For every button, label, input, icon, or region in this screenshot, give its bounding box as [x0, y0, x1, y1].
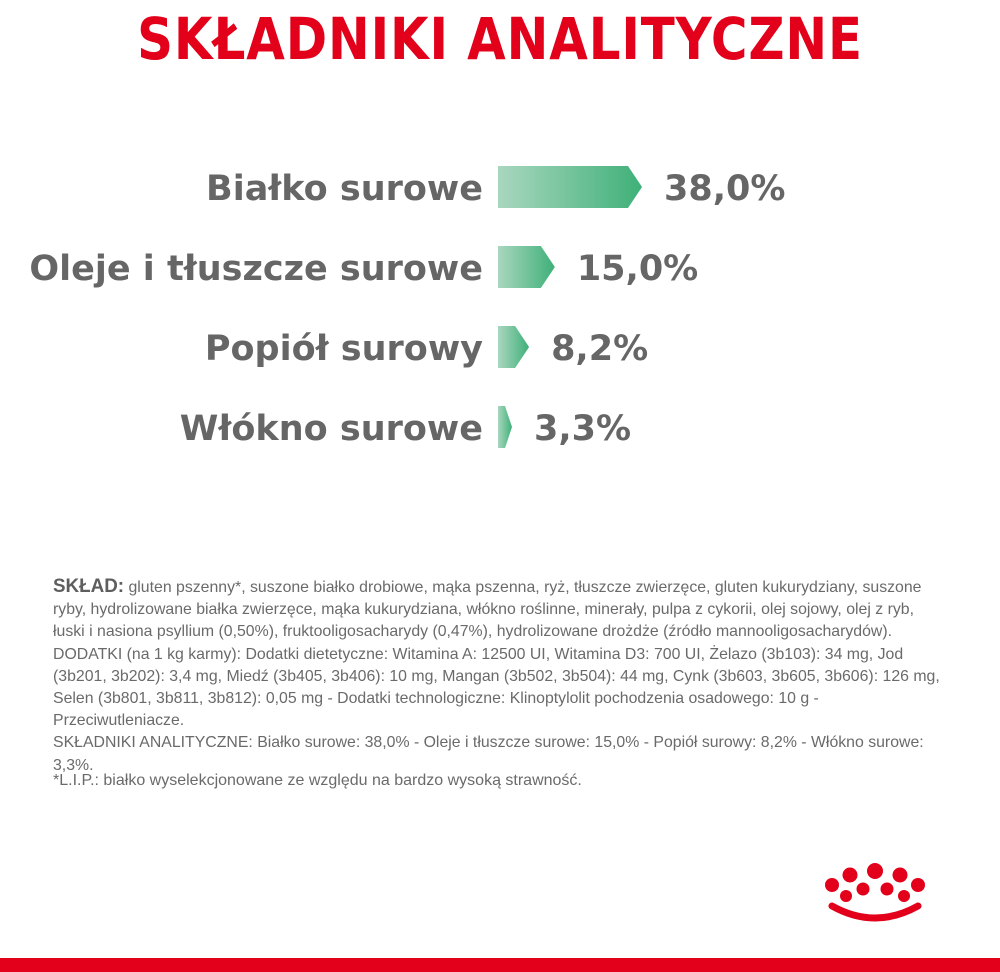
category-label: Popiół surowy — [204, 329, 483, 369]
value-label: 38,0% — [664, 169, 786, 209]
category-label: Włókno surowe — [179, 409, 483, 449]
ingredients-list: gluten pszenny*, suszone białko drobiowe, mąka pszenna, ryż, tłuszcze zwierzęce, gluten kukurydziany, suszone ryby, hydrolizowane białka zwierzęce, mąka kukurydziana, włókno roślinne, minerały, pulpa z cykorii, olej sojowy, olej z ryb, łuski i nasiona psyllium (0,50%), fruktooligosacharydy (0,47%), hydrolizowane drożdże (źródło mannooligosacharydów). — [53, 579, 922, 641]
royal-canin-crown-icon — [818, 862, 933, 934]
page-title: SKŁADNIKI ANALITYCZNE — [137, 5, 863, 73]
additives-list: DODATKI (na 1 kg karmy): Dodatki dietetyczne: Witamina A: 12500 UI, Witamina D3: 700 UI, Żelazo (3b103): 34 mg, Jod (3b201, 3b202): 3,4 mg, Miedź (3b405, 3b406): 10 mg, Mangan (3b502, 3b504): 44 mg, Cynk (3b603, 3b605, 3b606): 126 mg, Selen (3b801, 3b811, 3b812): 0,05 mg - Dodatki technologiczne: Klinoptylolit pochodzenia osadowego: 10 g - Przeciwutleniacze. — [53, 645, 940, 730]
ingredients-paragraph — [53, 576, 944, 644]
footnote: *L.I.P.: białko wyselekcjonowane ze względu na bardzo wysoką strawność. — [53, 772, 582, 789]
bar — [498, 166, 642, 208]
bar — [498, 326, 529, 368]
value-label: 8,2% — [551, 329, 649, 369]
composition-text — [53, 576, 944, 777]
bar — [498, 406, 512, 448]
category-label: Białko surowe — [206, 169, 483, 209]
value-label: 3,3% — [534, 409, 632, 449]
analytical-constituents: SKŁADNIKI ANALITYCZNE: Białko surowe: 38,0% - Oleje i tłuszcze surowe: 15,0% - Popiół surowy: 8,2% - Włókno surowe: 3,3%. — [53, 734, 924, 774]
nutrient-bar-chart — [0, 150, 1000, 450]
composition-lead: SKŁAD: — [53, 576, 125, 597]
bar — [498, 246, 555, 288]
bottom-accent-bar — [0, 958, 1000, 972]
value-label: 15,0% — [576, 249, 699, 289]
category-label: Oleje i tłuszcze surowe — [29, 249, 483, 289]
